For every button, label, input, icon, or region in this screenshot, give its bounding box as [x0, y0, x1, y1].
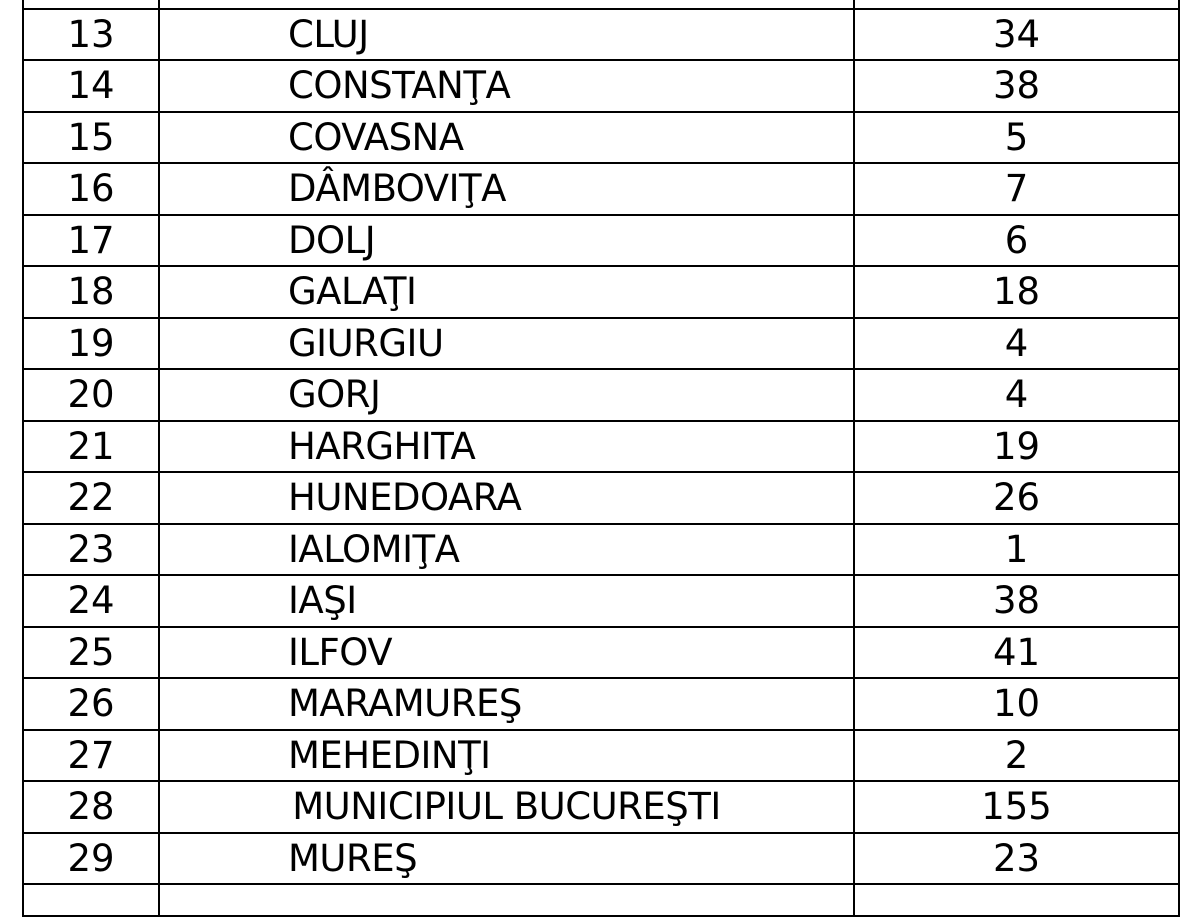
row-number-cell: 24 — [23, 575, 159, 627]
row-number-cell: 15 — [23, 112, 159, 164]
row-number-cell: 14 — [23, 60, 159, 112]
row-number-cell: 25 — [23, 627, 159, 679]
county-name-cell: GORJ — [159, 369, 854, 421]
table-row — [23, 9, 1179, 61]
table-body — [23, 0, 1179, 916]
county-name-cell: HARGHITA — [159, 421, 854, 473]
county-name-cell: DOLJ — [159, 215, 854, 267]
row-number-cell: 27 — [23, 730, 159, 782]
county-name-cell: HUNEDOARA — [159, 472, 854, 524]
value-cell: 19 — [854, 421, 1179, 473]
value-cell: 23 — [854, 833, 1179, 885]
table-row-cut-bottom — [23, 884, 1179, 916]
county-name-cell: IALOMIŢA — [159, 524, 854, 576]
table-row — [23, 369, 1179, 421]
cell-cut — [854, 0, 1179, 9]
row-number-cell: 19 — [23, 318, 159, 370]
value-cell: 155 — [854, 781, 1179, 833]
table-row — [23, 781, 1179, 833]
county-name-cell: ILFOV — [159, 627, 854, 679]
table-row — [23, 318, 1179, 370]
county-table — [22, 0, 1180, 917]
value-cell: 38 — [854, 575, 1179, 627]
value-cell: 41 — [854, 627, 1179, 679]
value-cell: 38 — [854, 60, 1179, 112]
table-row — [23, 60, 1179, 112]
cell-cut — [23, 884, 159, 916]
table-row — [23, 575, 1179, 627]
cell-cut — [159, 884, 854, 916]
county-name-cell: GALAŢI — [159, 266, 854, 318]
table-row — [23, 421, 1179, 473]
value-cell: 6 — [854, 215, 1179, 267]
value-cell: 1 — [854, 524, 1179, 576]
county-name-cell: MARAMUREŞ — [159, 678, 854, 730]
county-name-cell: MUNICIPIUL BUCUREŞTI — [159, 781, 854, 833]
row-number-cell: 17 — [23, 215, 159, 267]
county-name-cell: MEHEDINŢI — [159, 730, 854, 782]
county-name-cell: IAŞI — [159, 575, 854, 627]
cell-cut — [23, 0, 159, 9]
county-name-cell: CLUJ — [159, 9, 854, 61]
county-name-cell: COVASNA — [159, 112, 854, 164]
table-row — [23, 215, 1179, 267]
row-number-cell: 13 — [23, 9, 159, 61]
table-row — [23, 112, 1179, 164]
table-row — [23, 266, 1179, 318]
table-row — [23, 163, 1179, 215]
value-cell: 18 — [854, 266, 1179, 318]
table-row — [23, 524, 1179, 576]
county-name-cell: MUREŞ — [159, 833, 854, 885]
row-number-cell: 26 — [23, 678, 159, 730]
table-row — [23, 472, 1179, 524]
table-row — [23, 678, 1179, 730]
county-name-cell: DÂMBOVIŢA — [159, 163, 854, 215]
value-cell: 10 — [854, 678, 1179, 730]
row-number-cell: 20 — [23, 369, 159, 421]
value-cell: 5 — [854, 112, 1179, 164]
table-row — [23, 730, 1179, 782]
value-cell: 2 — [854, 730, 1179, 782]
row-number-cell: 22 — [23, 472, 159, 524]
row-number-cell: 21 — [23, 421, 159, 473]
county-name-cell: GIURGIU — [159, 318, 854, 370]
table-row — [23, 833, 1179, 885]
county-name-cell: CONSTANŢA — [159, 60, 854, 112]
value-cell: 7 — [854, 163, 1179, 215]
row-number-cell: 23 — [23, 524, 159, 576]
row-number-cell: 18 — [23, 266, 159, 318]
value-cell: 4 — [854, 318, 1179, 370]
row-number-cell: 29 — [23, 833, 159, 885]
table-row — [23, 627, 1179, 679]
row-number-cell: 28 — [23, 781, 159, 833]
cell-cut — [159, 0, 854, 9]
value-cell: 4 — [854, 369, 1179, 421]
row-number-cell: 16 — [23, 163, 159, 215]
value-cell: 26 — [854, 472, 1179, 524]
table-row-cut-top — [23, 0, 1179, 9]
value-cell: 34 — [854, 9, 1179, 61]
cell-cut — [854, 884, 1179, 916]
